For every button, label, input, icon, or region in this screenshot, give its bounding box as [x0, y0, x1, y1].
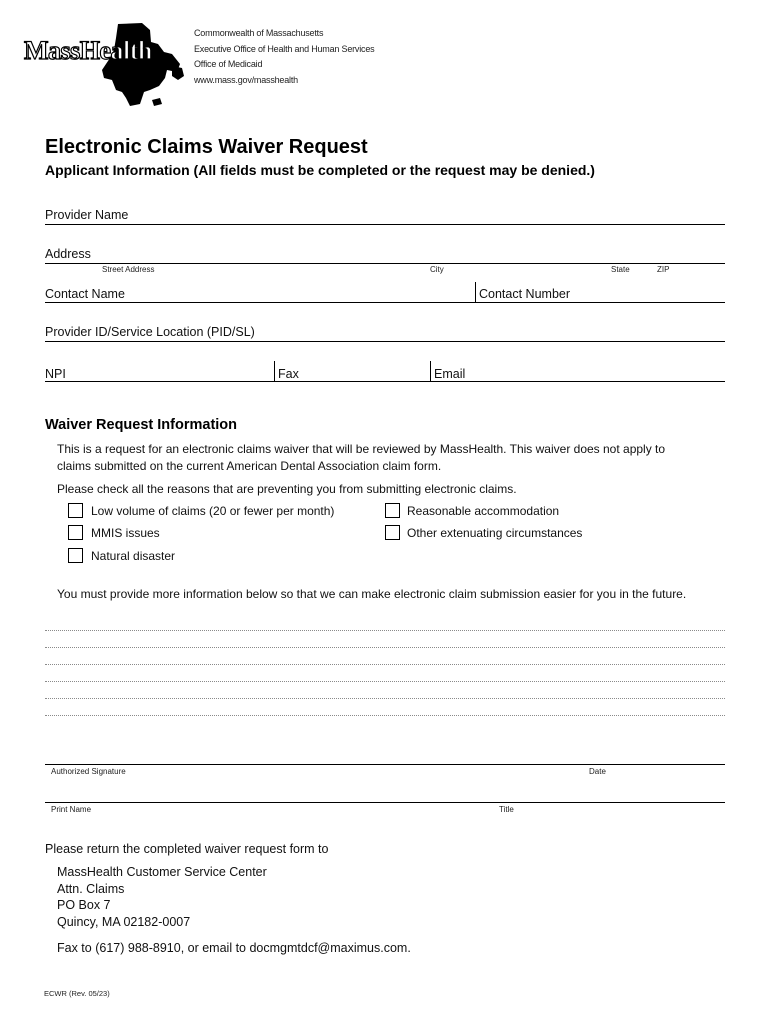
- low-volume-checkbox[interactable]: [68, 503, 83, 518]
- date-label: Date: [589, 767, 606, 776]
- other-circumstances-checkbox[interactable]: [385, 525, 400, 540]
- field-divider: [475, 282, 476, 303]
- other-circumstances-label: Other extenuating circumstances: [407, 526, 583, 540]
- return-address-line: PO Box 7: [57, 898, 111, 912]
- waiver-intro: [57, 441, 665, 475]
- explanation-line[interactable]: [45, 681, 725, 682]
- npi-fax-email-field[interactable]: [45, 381, 725, 382]
- masshealth-logo: [22, 20, 187, 110]
- provider-name-field[interactable]: [45, 224, 725, 225]
- state-label: State: [611, 265, 630, 274]
- mmis-issues-label: MMIS issues: [91, 526, 160, 540]
- city-label: City: [430, 265, 444, 274]
- low-volume-label: Low volume of claims (20 or fewer per month): [91, 504, 335, 518]
- mmis-issues-checkbox[interactable]: [68, 525, 83, 540]
- natural-disaster-checkbox[interactable]: [68, 548, 83, 563]
- provider-id-label: Provider ID/Service Location (PID/SL): [45, 325, 255, 339]
- contact-name-label: Contact Name: [45, 287, 125, 301]
- field-divider: [274, 361, 275, 382]
- signature-line[interactable]: [45, 764, 725, 765]
- print-name-line[interactable]: [45, 802, 725, 803]
- reasonable-accommodation-checkbox[interactable]: [385, 503, 400, 518]
- print-name-label: Print Name: [51, 805, 92, 814]
- zip-label: ZIP: [657, 265, 670, 274]
- return-address-line: Attn. Claims: [57, 881, 125, 896]
- explanation-line[interactable]: [45, 698, 725, 699]
- more-info-text: You must provide more information below so that we can make electronic claim submission easier for you in the future.: [57, 587, 687, 601]
- email-label: Email: [434, 367, 466, 381]
- reasonable-accommodation-label: Reasonable accommodation: [407, 504, 560, 518]
- return-address-line: Quincy, MA 02182-0007: [57, 914, 191, 929]
- explanation-line[interactable]: [45, 630, 725, 631]
- explanation-line[interactable]: [45, 715, 725, 716]
- logo-text: MassHealth: [24, 36, 152, 65]
- authorized-signature-label: Authorized Signature: [51, 767, 126, 776]
- fax-label: Fax: [278, 367, 299, 381]
- provider-name-label: Provider Name: [45, 208, 129, 222]
- field-divider: [430, 361, 431, 382]
- natural-disaster-label: Natural disaster: [91, 549, 176, 563]
- form-code: ECWR (Rev. 05/23): [44, 989, 110, 998]
- contact-number-label: Contact Number: [479, 287, 571, 301]
- npi-label: NPI: [45, 367, 66, 381]
- explanation-line[interactable]: [45, 664, 725, 665]
- agency-line-medicaid: Office of Medicaid: [194, 59, 263, 69]
- contact-field[interactable]: [45, 302, 725, 303]
- street-address-label: Street Address: [102, 265, 155, 274]
- agency-line-website: www.mass.gov/masshealth: [194, 74, 298, 85]
- explanation-line[interactable]: [45, 647, 725, 648]
- title-label: Title: [499, 805, 514, 814]
- return-heading: Please return the completed waiver request form to: [45, 842, 329, 856]
- waiver-section-title: Waiver Request Information: [45, 417, 238, 433]
- return-address: [57, 864, 267, 930]
- fax-email-text: Fax to (617) 988-8910, or email to docmgmtdcf@maximus.com.: [57, 941, 411, 955]
- form-title: Electronic Claims Waiver Request: [45, 136, 368, 158]
- address-field[interactable]: [45, 263, 725, 264]
- waiver-intro-line: claims submitted on the current American Dental Association claim form.: [57, 459, 442, 473]
- waiver-intro-line: This is a request for an electronic claims waiver that will be reviewed by MassHealth. This waiver does not apply to: [57, 442, 666, 456]
- check-instruction: Please check all the reasons that are preventing you from submitting electronic claims.: [57, 482, 517, 496]
- agency-info: [194, 26, 374, 88]
- return-address-line: MassHealth Customer Service Center: [57, 865, 267, 879]
- agency-line-eohhs: Executive Office of Health and Human Services: [194, 43, 375, 54]
- provider-id-field[interactable]: [45, 341, 725, 342]
- address-label: Address: [45, 247, 91, 261]
- agency-line-commonwealth: Commonwealth of Massachusetts: [194, 28, 324, 38]
- form-subtitle: Applicant Information (All fields must be completed or the request may be denied.): [45, 162, 595, 178]
